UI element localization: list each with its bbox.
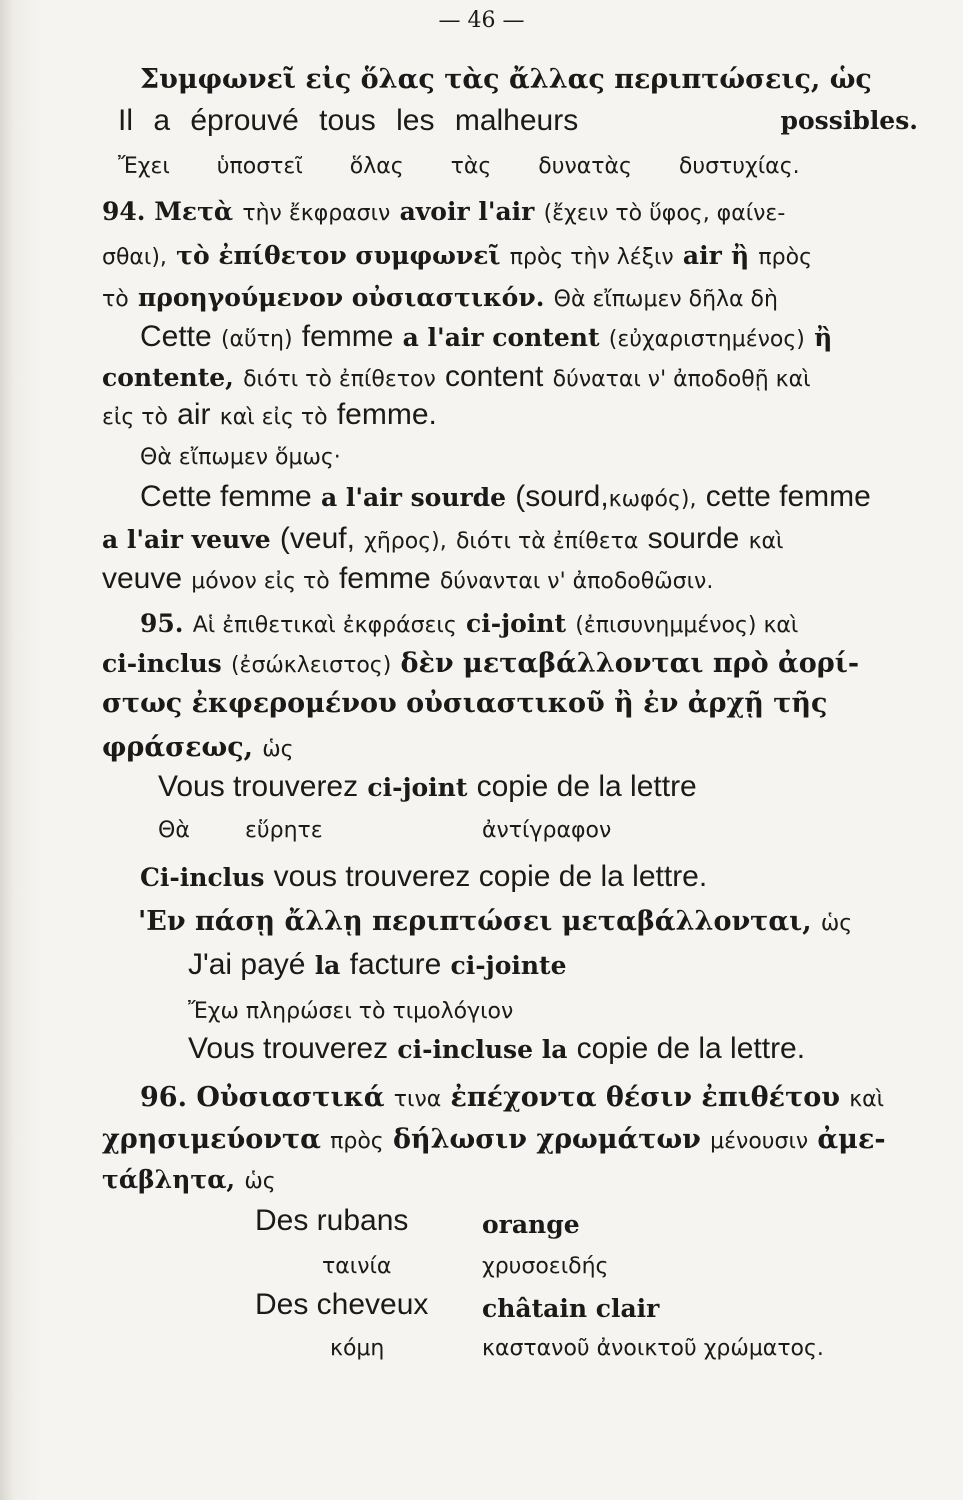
- text-span: (ἐπισυνημμένος) καὶ: [575, 613, 799, 638]
- text-span: (εὐχαριστημένος): [608, 327, 805, 352]
- section-95-line-4: [102, 728, 932, 768]
- term-span: ci-incluse la: [397, 1035, 568, 1064]
- text-span: πρὸς: [330, 1129, 384, 1154]
- term-span: χρησιμεύοντα: [102, 1124, 321, 1155]
- text-span: Cette femme: [140, 480, 312, 513]
- section-94-line-5: [102, 358, 932, 398]
- text-span: κωφός),: [608, 487, 697, 512]
- section-95-line-2: [102, 644, 932, 684]
- text-span: τὸ: [102, 287, 129, 312]
- example-96-1-color: orange: [482, 1210, 580, 1239]
- term-span: τάβλητα,: [102, 1165, 236, 1194]
- section-94-line-8: [140, 478, 963, 518]
- text-span: καὶ: [849, 1087, 885, 1112]
- example-96-2-color: châtain clair: [482, 1294, 660, 1323]
- section-94-line-10: [102, 560, 932, 600]
- example-95-3-greek: Ἔχω πληρώσει τὸ τιμολόγιον: [188, 999, 514, 1024]
- term-span: ἀμε-: [817, 1124, 886, 1155]
- term-span: προηγούμενον οὐσιαστικόν.: [137, 283, 545, 312]
- term-span: ἐπέχοντα θέσιν ἐπιθέτου: [450, 1082, 840, 1113]
- example-95-1-greek-3: ἀντίγραφον: [482, 818, 612, 843]
- section-95-line-5: [138, 902, 963, 942]
- example-96-1-greek-1: ταινία: [322, 1254, 392, 1279]
- term-span: ci-inclus: [102, 649, 222, 678]
- term-span: ci-joint: [367, 773, 468, 802]
- term-span: avoir l'air: [399, 197, 535, 226]
- section-96-line-1: [140, 1078, 963, 1118]
- text-span: εἰς τὸ: [102, 405, 168, 430]
- text-span: veuve: [102, 562, 183, 595]
- text-span: facture: [349, 948, 442, 981]
- example-greek-translation: Ἔχει ὑποστεῖ ὅλας τὰς δυνατὰς δυστυχίας.: [118, 154, 800, 179]
- section-94-line-6: [102, 396, 932, 436]
- section-96-line-2: [102, 1120, 932, 1160]
- section-95-line-1: [140, 604, 963, 644]
- term-span: δὲν μεταβάλλονται πρὸ ἀορί-: [400, 648, 860, 679]
- text-span: sourde: [647, 522, 740, 555]
- example-95-1: [158, 768, 963, 806]
- term-span: δήλωσιν χρωμάτων: [392, 1124, 701, 1155]
- text-span: (ἔχειν τὸ ὕφος, φαίνε-: [543, 201, 786, 226]
- text-span: femme.: [336, 398, 437, 431]
- page-number: — 46 —: [438, 8, 525, 33]
- text-span: vous trouverez copie de la lettre.: [273, 860, 708, 893]
- example-95-3: [188, 946, 963, 984]
- term-span: ἢ: [731, 241, 750, 270]
- text-span: σθαι),: [102, 245, 167, 270]
- text-span: Θὰ εἴπωμεν δῆλα δὴ: [553, 287, 778, 312]
- text-span: copie de la lettre.: [576, 1032, 806, 1065]
- text-span: ὡς: [244, 1169, 276, 1194]
- text-span: Vous trouverez: [158, 770, 359, 803]
- text-span: ὡς: [262, 737, 294, 762]
- section-96-line-3: [102, 1160, 932, 1200]
- text-span: femme: [338, 562, 431, 595]
- example-95-1-greek-1: Θὰ: [158, 818, 190, 843]
- example-96-2-french: Des cheveux: [255, 1288, 429, 1321]
- text-span: πρὸς: [758, 245, 813, 270]
- text-span: ὡς: [820, 911, 853, 936]
- example-96-2-greek-1: κόμη: [330, 1336, 385, 1361]
- example-96-1-greek-2: χρυσοειδής: [482, 1254, 609, 1279]
- term-span: τὸ ἐπίθετον συμφωνεῖ: [176, 241, 501, 270]
- text-span: (sourd,: [515, 480, 609, 513]
- text-span: copie de la lettre: [476, 770, 697, 803]
- term-span: Ci-inclus: [140, 863, 265, 892]
- text-span: air: [177, 398, 211, 431]
- term-span: ἢ: [814, 323, 833, 352]
- section-96-heading: 96. Οὐσιαστικά: [140, 1082, 385, 1113]
- text-span: τινα: [393, 1087, 442, 1112]
- example-95-4: [188, 1030, 963, 1068]
- text-span: διότι τὸ ἐπίθετον: [243, 367, 436, 392]
- text-span: Αἱ ἐπιθετικαὶ ἐκφράσεις: [192, 613, 457, 638]
- section-95-line-3: στως ἐκφερομένου οὐσιαστικοῦ ἢ ἐν ἀρχῇ τῆς: [102, 688, 828, 719]
- term-span: a l'air sourde: [320, 483, 507, 512]
- section-94-line-1: [102, 192, 932, 232]
- section-94-line-3: [102, 278, 932, 318]
- term-span: la: [314, 951, 341, 980]
- text-span: διότι τὰ ἐπίθετα: [455, 529, 639, 554]
- text-span: (ἐσώκλειστος): [230, 653, 392, 678]
- example-95-1-greek-2: εὕρητε: [245, 818, 323, 843]
- section-94-line-4: [140, 318, 963, 358]
- text-span: J'ai payé: [188, 948, 306, 981]
- text-span: content: [444, 360, 544, 393]
- text-span: δύνανται ν' ἀποδοθῶσιν.: [439, 569, 714, 594]
- text-span: μένουσιν: [710, 1129, 809, 1154]
- example-french-bold: possibles.: [780, 106, 918, 135]
- example-french-text: Il a éprouvé tous les malheurs: [118, 104, 579, 137]
- text-span: (αὕτη): [220, 327, 293, 352]
- term-span: a l'air veuve: [102, 525, 271, 554]
- example-95-2: [140, 858, 963, 896]
- term-span: 'Εν πάσῃ ἄλλῃ περιπτώσει μεταβάλλονται,: [138, 906, 812, 937]
- term-span: ci-jointe: [450, 951, 567, 980]
- section-95-heading: 95.: [140, 609, 184, 638]
- text-span: τὴν ἔκφρασιν: [242, 201, 391, 226]
- text-span: δύναται ν' ἀποδοθῇ καὶ: [552, 367, 811, 392]
- text-span: χῆρος),: [364, 529, 447, 554]
- text-span: cette femme: [705, 480, 871, 513]
- example-french-line: [118, 103, 918, 139]
- example-96-2-greek-2: καστανοῦ ἀνοικτοῦ χρώματος.: [482, 1336, 824, 1361]
- section-94-heading: 94. Μετὰ: [102, 197, 234, 226]
- text-span: Cette: [140, 320, 212, 353]
- term-span: a l'air content: [402, 323, 600, 352]
- text-span: Vous trouverez: [188, 1032, 389, 1065]
- section-94-line-9: [102, 520, 932, 560]
- intro-greek-line: Συμφωνεῖ εἰς ὅλας τὰς ἄλλας περιπτώσεις, ὡς: [140, 64, 872, 95]
- section-94-line-2: [102, 236, 932, 276]
- term-span: ci-joint: [465, 609, 567, 638]
- section-94-line-7: Θὰ εἴπωμεν ὅμως·: [140, 445, 341, 470]
- term-span: air: [682, 241, 722, 270]
- text-span: καὶ: [748, 529, 784, 554]
- text-span: femme: [301, 320, 394, 353]
- term-span: φράσεως,: [102, 732, 254, 763]
- text-span: πρὸς τὴν λέξιν: [509, 245, 674, 270]
- text-span: καὶ εἰς τὸ: [219, 405, 328, 430]
- text-span: μόνον εἰς τὸ: [191, 569, 330, 594]
- example-96-1-french: Des rubans: [255, 1204, 409, 1237]
- term-span: contente,: [102, 363, 234, 392]
- text-span: (veuf,: [279, 522, 355, 555]
